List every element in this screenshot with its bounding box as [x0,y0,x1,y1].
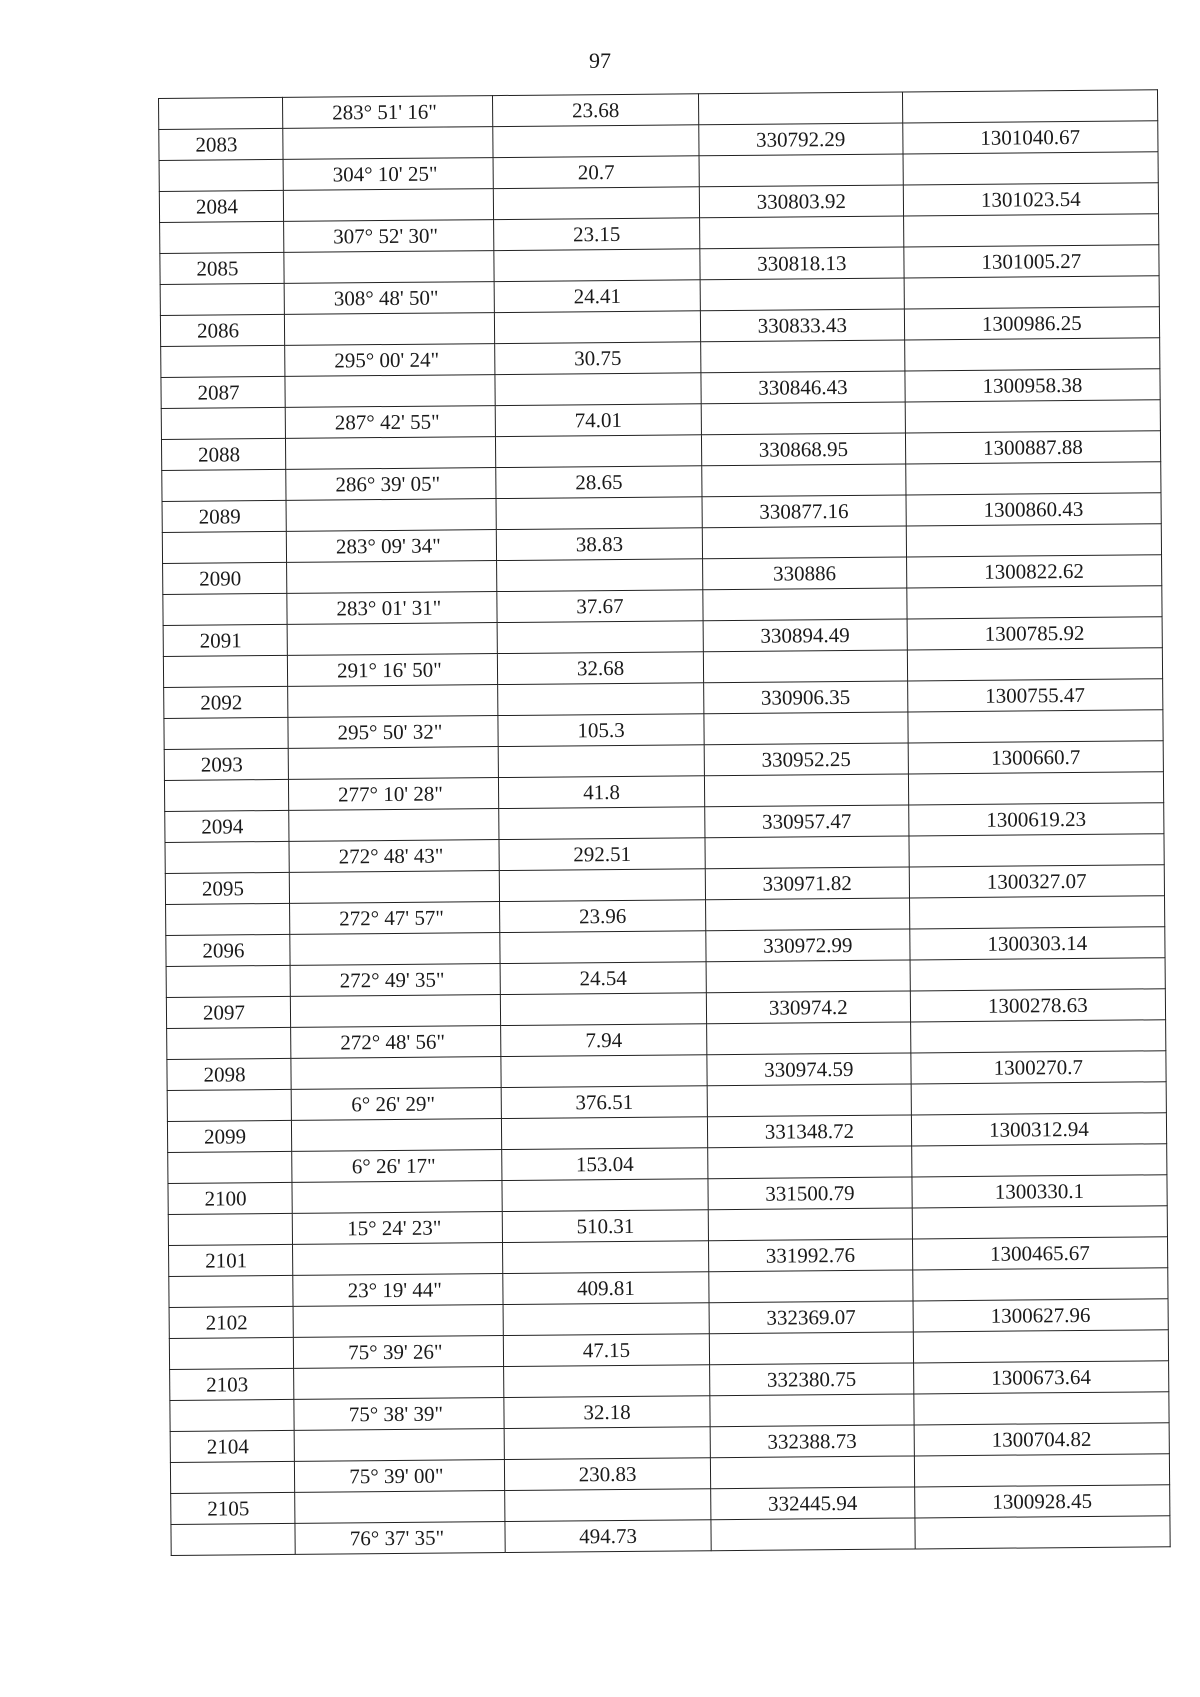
bearing-cell: 287° 42' 55" [285,406,496,439]
distance-cell [493,187,699,220]
easting-cell [911,1144,1167,1177]
easting-cell: 1300330.1 [912,1175,1168,1208]
northing-cell [700,216,904,249]
northing-cell: 330952.25 [704,743,908,776]
northing-cell: 330833.43 [700,309,904,342]
northing-cell: 330818.13 [700,247,904,280]
bearing-cell: 6° 26' 17" [291,1150,502,1183]
point-cell: 2090 [163,562,287,594]
point-cell: 2105 [171,1492,295,1524]
distance-cell: 376.51 [501,1086,707,1119]
easting-cell [907,586,1163,619]
point-cell: 2100 [168,1182,292,1214]
distance-cell: 510.31 [502,1210,708,1243]
point-cell [167,1089,291,1121]
easting-cell: 1300928.45 [914,1485,1170,1518]
point-cell: 2089 [162,500,286,532]
northing-cell [709,1270,913,1303]
northing-cell: 330868.95 [701,433,905,466]
point-cell [170,1399,294,1431]
northing-cell: 330886 [703,557,907,590]
northing-cell [703,650,907,683]
northing-cell: 330894.49 [703,619,907,652]
distance-cell: 37.67 [497,590,703,623]
northing-cell [704,712,908,745]
point-cell [170,1461,294,1493]
easting-cell: 1300660.7 [908,741,1164,774]
distance-cell: 292.51 [499,838,705,871]
bearing-cell: 304° 10' 25" [283,158,494,191]
bearing-cell [292,1181,503,1214]
bearing-cell [284,313,495,346]
point-cell [159,159,283,191]
easting-cell: 1300278.63 [910,989,1166,1022]
distance-cell [496,497,702,530]
point-cell: 2098 [167,1058,291,1090]
bearing-cell [289,871,500,904]
bearing-cell [292,1243,503,1276]
northing-cell: 332369.07 [709,1301,913,1334]
easting-cell: 1300465.67 [912,1237,1168,1270]
northing-cell [706,960,910,993]
distance-cell [501,1055,707,1088]
bearing-cell: 272° 49' 35" [290,964,501,997]
bearing-cell [287,623,498,656]
easting-cell: 1300312.94 [911,1113,1167,1146]
distance-cell [495,373,701,406]
easting-cell [914,1454,1170,1487]
easting-cell [908,772,1164,805]
bearing-cell [288,747,499,780]
distance-cell [494,249,700,282]
point-cell: 2084 [159,190,283,222]
distance-cell [494,311,700,344]
northing-cell [703,588,907,621]
bearing-cell: 277° 10' 28" [288,778,499,811]
easting-cell [907,648,1163,681]
distance-cell: 105.3 [498,714,704,747]
distance-cell [499,807,705,840]
point-cell [167,1027,291,1059]
point-cell: 2093 [164,748,288,780]
point-cell: 2094 [165,810,289,842]
northing-cell: 330846.43 [701,371,905,404]
bearing-cell: 75° 39' 26" [293,1336,504,1369]
bearing-cell: 291° 16' 50" [287,654,498,687]
point-cell: 2104 [170,1430,294,1462]
bearing-cell: 272° 47' 57" [289,902,500,935]
bearing-cell: 272° 48' 56" [290,1026,501,1059]
northing-cell [707,1084,911,1117]
easting-cell: 1300785.92 [907,617,1163,650]
point-cell [169,1337,293,1369]
easting-cell: 1300887.88 [905,431,1161,464]
distance-cell [497,559,703,592]
bearing-cell [285,375,496,408]
northing-cell [710,1456,914,1489]
point-cell: 2101 [169,1244,293,1276]
distance-cell [497,621,703,654]
bearing-cell: 295° 00' 24" [284,344,495,377]
easting-cell: 1301040.67 [902,121,1158,154]
distance-cell [504,1365,710,1398]
point-cell: 2103 [170,1368,294,1400]
point-cell [166,965,290,997]
distance-cell: 20.7 [493,156,699,189]
northing-cell [707,1022,911,1055]
distance-cell [493,125,699,158]
survey-coordinates-table [158,89,1171,1556]
point-cell: 2086 [160,314,284,346]
easting-cell: 1300627.96 [913,1299,1169,1332]
northing-cell: 331500.79 [708,1177,912,1210]
northing-cell [708,1208,912,1241]
point-cell: 2087 [161,376,285,408]
distance-cell [500,993,706,1026]
easting-cell: 1300704.82 [914,1423,1170,1456]
distance-cell: 409.81 [503,1272,709,1305]
northing-cell [700,278,904,311]
bearing-cell: 272° 48' 43" [289,840,500,873]
bearing-cell [293,1305,504,1338]
easting-cell [902,90,1158,123]
easting-cell [909,834,1165,867]
distance-cell: 32.18 [504,1396,710,1429]
northing-cell [702,526,906,559]
distance-cell: 38.83 [496,528,702,561]
point-cell [168,1151,292,1183]
distance-cell [499,869,705,902]
easting-cell: 1300303.14 [910,927,1166,960]
bearing-cell [290,933,501,966]
easting-cell [914,1392,1170,1425]
point-cell [162,469,286,501]
easting-cell [904,276,1160,309]
easting-cell [906,524,1162,557]
northing-cell [704,774,908,807]
northing-cell [699,154,903,187]
point-cell: 2083 [159,128,283,160]
bearing-cell: 283° 51' 16" [282,96,493,129]
easting-cell [911,1082,1167,1115]
bearing-cell [288,809,499,842]
northing-cell [702,464,906,497]
distance-cell: 32.68 [497,652,703,685]
northing-cell: 332445.94 [711,1487,915,1520]
bearing-cell [283,189,494,222]
bearing-cell: 76° 37' 35" [295,1522,506,1555]
easting-cell: 1300958.38 [905,369,1161,402]
easting-cell: 1301023.54 [903,183,1159,216]
distance-cell [503,1303,709,1336]
northing-cell: 331992.76 [708,1239,912,1272]
easting-cell [903,214,1159,247]
point-cell: 2092 [164,686,288,718]
northing-cell: 332388.73 [710,1425,914,1458]
distance-cell: 7.94 [501,1024,707,1057]
northing-cell: 331348.72 [707,1115,911,1148]
easting-cell [912,1206,1168,1239]
distance-cell [502,1179,708,1212]
point-cell [160,221,284,253]
easting-cell: 1300270.7 [911,1051,1167,1084]
bearing-cell [293,1367,504,1400]
distance-cell: 24.41 [494,280,700,313]
easting-cell: 1301005.27 [904,245,1160,278]
bearing-cell: 308° 48' 50" [284,282,495,315]
easting-cell [903,152,1159,185]
northing-cell: 330974.59 [707,1053,911,1086]
point-cell [169,1275,293,1307]
point-cell [165,841,289,873]
northing-cell [701,340,905,373]
point-cell [164,717,288,749]
northing-cell: 330906.35 [704,681,908,714]
easting-cell [905,462,1161,495]
distance-cell [498,745,704,778]
bearing-cell: 283° 01' 31" [287,592,498,625]
distance-cell: 74.01 [495,404,701,437]
distance-cell: 24.54 [500,962,706,995]
bearing-cell: 286° 39' 05" [286,468,497,501]
point-cell: 2099 [167,1120,291,1152]
point-cell: 2097 [166,996,290,1028]
easting-cell: 1300619.23 [908,803,1164,836]
easting-cell: 1300986.25 [904,307,1160,340]
point-cell [162,531,286,563]
point-cell [164,779,288,811]
distance-cell [498,683,704,716]
point-cell [166,903,290,935]
easting-cell [904,338,1160,371]
northing-cell: 330792.29 [699,123,903,156]
bearing-cell: 6° 26' 29" [291,1088,502,1121]
point-cell [168,1213,292,1245]
distance-cell [503,1241,709,1274]
easting-cell [909,896,1165,929]
bearing-cell: 295° 50' 32" [288,716,499,749]
northing-cell [709,1332,913,1365]
bearing-cell [290,995,501,1028]
point-cell [160,283,284,315]
distance-cell: 23.68 [493,94,699,127]
point-cell [161,345,285,377]
distance-cell: 47.15 [503,1334,709,1367]
distance-cell: 230.83 [504,1458,710,1491]
distance-cell [496,435,702,468]
northing-cell: 330877.16 [702,495,906,528]
easting-cell [915,1516,1171,1549]
bearing-cell [291,1057,502,1090]
easting-cell: 1300755.47 [907,679,1163,712]
bearing-cell: 75° 38' 39" [294,1398,505,1431]
bearing-cell [287,685,498,718]
distance-cell: 153.04 [502,1148,708,1181]
distance-cell: 28.65 [496,466,702,499]
distance-cell [505,1489,711,1522]
bearing-cell [286,561,497,594]
distance-cell [501,1117,707,1150]
distance-cell: 41.8 [499,776,705,809]
point-cell: 2088 [161,438,285,470]
northing-cell [708,1146,912,1179]
northing-cell [698,92,902,125]
point-cell: 2102 [169,1306,293,1338]
bearing-cell [294,1429,505,1462]
point-cell [171,1523,295,1555]
northing-cell [705,836,909,869]
northing-cell [710,1394,914,1427]
page-number: 97 [589,48,611,73]
northing-cell: 330974.2 [706,991,910,1024]
northing-cell [701,402,905,435]
point-cell: 2091 [163,624,287,656]
bearing-cell: 75° 39' 00" [294,1460,505,1493]
bearing-cell [286,499,497,532]
bearing-cell [285,437,496,470]
distance-cell [500,931,706,964]
northing-cell: 330971.82 [705,867,909,900]
easting-cell: 1300860.43 [906,493,1162,526]
easting-cell [910,1020,1166,1053]
point-cell [159,97,283,129]
bearing-cell [283,127,494,160]
bearing-cell: 283° 09' 34" [286,530,497,563]
easting-cell [905,400,1161,433]
easting-cell [908,710,1164,743]
northing-cell: 330972.99 [706,929,910,962]
easting-cell [913,1330,1169,1363]
point-cell [163,655,287,687]
point-cell: 2085 [160,252,284,284]
distance-cell: 494.73 [505,1520,711,1553]
distance-cell [504,1427,710,1460]
distance-cell: 23.15 [494,218,700,251]
northing-cell: 330803.92 [699,185,903,218]
bearing-cell [284,251,495,284]
easting-cell: 1300822.62 [906,555,1162,588]
point-cell: 2095 [165,872,289,904]
table-body [159,90,1171,1556]
point-cell: 2096 [166,934,290,966]
easting-cell: 1300673.64 [913,1361,1169,1394]
easting-cell [912,1268,1168,1301]
northing-cell: 330957.47 [705,805,909,838]
bearing-cell [291,1119,502,1152]
point-cell [161,407,285,439]
bearing-cell: 23° 19' 44" [293,1274,504,1307]
easting-cell [910,958,1166,991]
distance-cell: 23.96 [500,900,706,933]
northing-cell [706,898,910,931]
easting-cell: 1300327.07 [909,865,1165,898]
bearing-cell: 307° 52' 30" [283,220,494,253]
northing-cell [711,1518,915,1551]
distance-cell: 30.75 [495,342,701,375]
bearing-cell: 15° 24' 23" [292,1212,503,1245]
bearing-cell [294,1491,505,1524]
northing-cell: 332380.75 [710,1363,914,1396]
point-cell [163,593,287,625]
